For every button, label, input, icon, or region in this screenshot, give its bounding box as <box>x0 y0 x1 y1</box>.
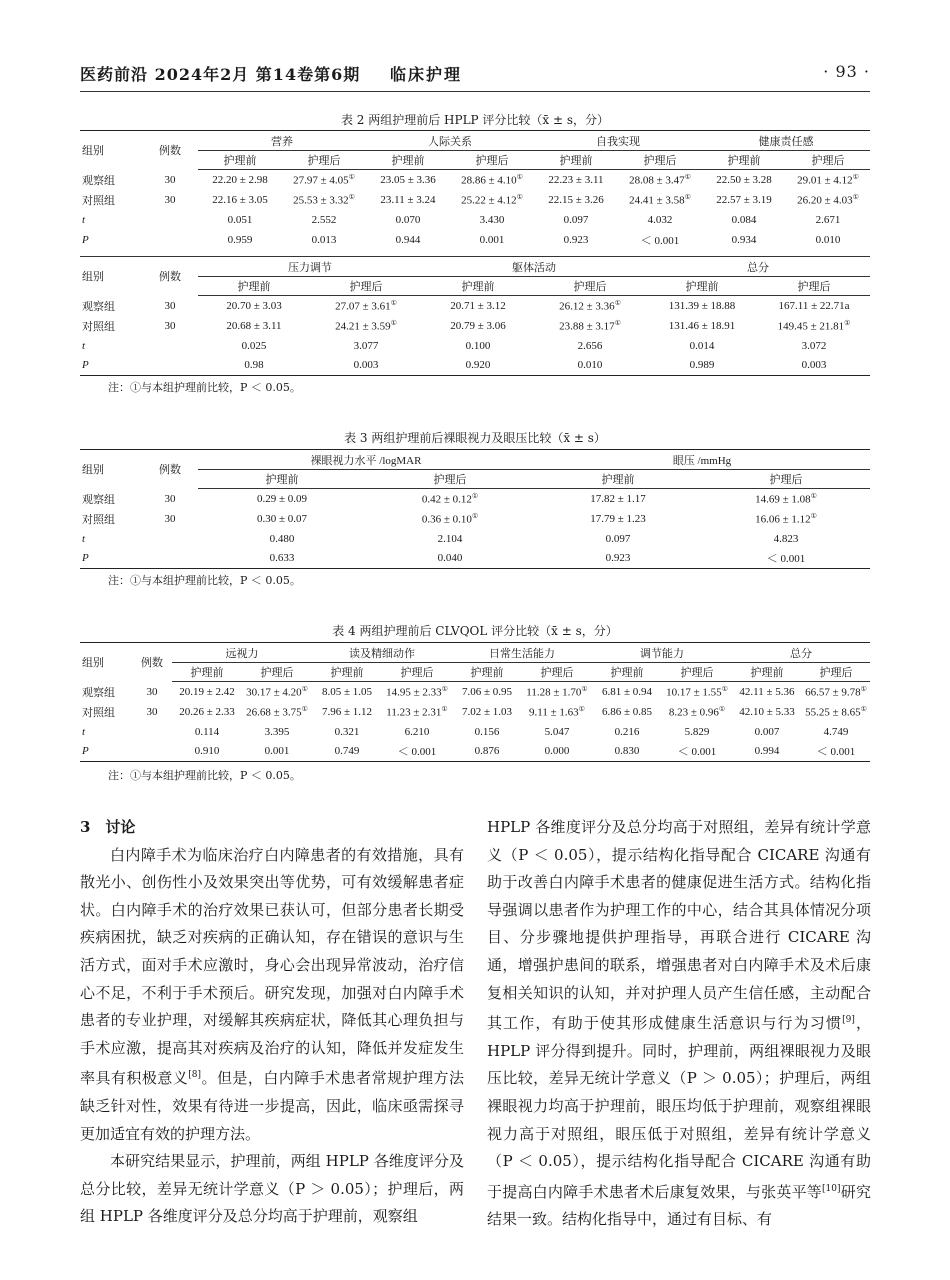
table-cell: 7.02 ± 1.03 <box>461 705 513 718</box>
row-label: 观察组 <box>82 493 115 506</box>
table-cell: 0.923 <box>605 552 631 565</box>
sub-header-after: 护理后 <box>662 663 732 682</box>
table-cell: 4.032 <box>647 213 673 226</box>
table-cell: 3.077 <box>353 339 379 352</box>
table-cell: 24.41 ± 3.58① <box>629 192 691 207</box>
citation: [8] <box>188 1070 202 1081</box>
table-cell: 0.070 <box>395 213 421 226</box>
significance-mark: ① <box>614 318 621 327</box>
left-column <box>80 814 464 1231</box>
row-label: P <box>82 233 89 246</box>
significance-mark: ① <box>301 704 308 713</box>
table-cell: 0.36 ± 0.10① <box>421 511 479 526</box>
table-cell: 0.097 <box>605 532 631 545</box>
table2-part1 <box>80 130 870 250</box>
table-cell: 2.104 <box>437 532 463 545</box>
table-cell: 0.934 <box>731 233 757 246</box>
sub-header-before: 护理前 <box>366 151 450 170</box>
count-cell <box>132 742 172 762</box>
section-title: 临床护理 <box>390 65 463 84</box>
table-cell: 22.23 ± 3.11 <box>548 173 604 186</box>
table2-group-header: 组别 <box>80 257 142 296</box>
count-cell <box>142 230 198 250</box>
table-cell: 7.96 ± 1.12 <box>321 705 373 718</box>
significance-mark: ① <box>578 704 585 713</box>
table-cell: 20.68 ± 3.11 <box>226 319 282 332</box>
table-cell: 6.86 ± 0.85 <box>601 705 653 718</box>
table-cell: 0.051 <box>227 213 253 226</box>
table3-note: 注：①与本组护理前比较，P ＜ 0.05。 <box>108 574 301 587</box>
significance-mark: ① <box>721 684 728 693</box>
table-cell: 20.26 ± 2.33 <box>179 705 235 718</box>
table-cell: 22.15 ± 3.26 <box>548 193 604 206</box>
table-cell: 4.749 <box>823 725 849 738</box>
row-label: P <box>82 552 89 565</box>
table4-body <box>80 682 870 762</box>
table-cell: 7.06 ± 0.95 <box>461 685 513 698</box>
journal-title: 医药前沿 2024年2月 第14卷第6期 <box>80 65 361 84</box>
table-cell: 42.11 ± 5.36 <box>739 685 795 698</box>
sub-header-before: 护理前 <box>198 151 282 170</box>
table-cell: 17.79 ± 1.23 <box>590 512 646 525</box>
table-row <box>80 316 870 336</box>
significance-mark: ① <box>810 491 817 500</box>
table-cell: 0.100 <box>465 339 491 352</box>
significance-mark: ① <box>471 511 479 520</box>
table-cell: 0.001 <box>264 745 290 758</box>
table-cell: 23.88 ± 3.17① <box>559 318 621 333</box>
count-cell: 30 <box>164 193 176 206</box>
significance-mark: ① <box>516 172 523 181</box>
table-row <box>80 356 870 376</box>
table-cell: 0.876 <box>474 745 500 758</box>
paragraph-text: HPLP 各维度评分及总分均高于对照组，差异有统计学意义（P ＜ 0.05），提示结构化指导配合 CICARE 沟通有助于改善白内障手术患者的健康促进生活方式。结构化指导强调以患者作为护理工作的中心，结合其具体情况分项目、分步骤地提供护理指导，再联合进行 CICARE 沟通，增强护患间的联系，增强患者对白内障手术及术后康复相关知识的认知，并对护理人员产生信任感，主动配合其工作，有助于使其形成健康生活意识与行为习惯 <box>487 818 871 1033</box>
table3-group-header: 组别 <box>82 464 104 477</box>
table-row <box>80 190 870 210</box>
sub-header-after: 护理后 <box>786 151 870 170</box>
significance-mark: ① <box>810 511 817 520</box>
table-row <box>80 702 870 722</box>
table2-dim-header: 人际关系 <box>366 131 534 151</box>
table-cell: 0.480 <box>269 532 295 545</box>
table2-dim-header: 总分 <box>646 257 870 277</box>
sub-header-after: 护理后 <box>310 277 422 296</box>
table-cell: ＜ 0.001 <box>816 746 856 759</box>
table-cell: 0.910 <box>194 745 220 758</box>
table2-count-header: 例数 <box>159 145 181 158</box>
significance-mark: ① <box>348 172 355 181</box>
table-cell: 0.42 ± 0.12① <box>421 491 479 506</box>
table-cell: ＜ 0.001 <box>640 234 680 247</box>
sub-header-after: 护理后 <box>758 277 870 296</box>
table-cell: 0.013 <box>311 233 337 246</box>
table4 <box>80 642 870 762</box>
count-cell: 30 <box>164 319 176 332</box>
table-cell: 2.671 <box>815 213 841 226</box>
sub-header-after: 护理后 <box>450 151 534 170</box>
row-label: 观察组 <box>82 300 115 313</box>
table-cell: 25.53 ± 3.32① <box>293 192 355 207</box>
table-cell: 8.23 ± 0.96① <box>668 704 726 719</box>
table-cell: 3.072 <box>801 339 827 352</box>
table2-part2-body <box>80 296 870 376</box>
sub-header-after: 护理后 <box>522 663 592 682</box>
table4-note: 注：①与本组护理前比较，P ＜ 0.05。 <box>108 769 301 782</box>
count-cell: 30 <box>164 173 176 186</box>
paragraph: 本研究结果显示，护理前，两组 HPLP 各维度评分及总分比较，差异无统计学意义（P ＞ 0.05）；护理后，两组 HPLP 各维度评分及总分均高于护理前，观察组 <box>80 1152 464 1226</box>
table-cell: 0.994 <box>754 745 780 758</box>
table-cell: 0.633 <box>269 552 295 565</box>
table-cell: 0.014 <box>689 339 715 352</box>
section-heading: 3 讨论 <box>80 818 136 836</box>
significance-mark: ① <box>844 318 851 327</box>
table-cell: 0.749 <box>334 745 360 758</box>
sub-header-before: 护理前 <box>312 663 382 682</box>
table-cell: 0.114 <box>194 725 220 738</box>
table4-dim-header: 远视力 <box>172 643 312 663</box>
paragraph-text: ，HPLP 评分得到提升。同时，护理前，两组裸眼视力及眼压比较，差异无统计学意义（P ＞ 0.05）；护理后，两组裸眼视力均高于护理前，眼压均低于护理前，观察组裸眼视力高于对照组，眼压低于对照组，差异有统计学意义（P ＜ 0.05），提示结构化指导配合 CICARE 沟通有助于提高白内障手术患者术后康复效果，与张英平等 <box>487 1014 871 1201</box>
table-cell: 0.29 ± 0.09 <box>256 492 308 505</box>
significance-mark: ① <box>390 318 397 327</box>
table-cell: 22.16 ± 3.05 <box>212 193 268 206</box>
table-cell: 0.000 <box>544 745 570 758</box>
table-cell: 0.98 <box>244 359 264 372</box>
significance-mark: ① <box>301 684 308 693</box>
table-cell: 0.007 <box>754 725 780 738</box>
table-cell: 26.68 ± 3.75① <box>246 704 308 719</box>
paragraph-text: 白内障手术为临床治疗白内障患者的有效措施，具有散光小、创伤性小及效果突出等优势，可有效缓解患者症状。白内障手术的治疗效果已获认可，但部分患者长期受疾病困扰，缺乏对疾病的正确认知，存在错误的意识与生活方式，面对手术应激时，身心会出现异常波动，治疗信心不足，不利于手术预后。研究发现，加强对白内障手术患者的专业护理，对缓解其疾病症状，降低其心理负担与手术应激，提高其对疾病及治疗的认知，降低并发症发生率具有积极意义 <box>80 845 464 1088</box>
table-cell: 167.11 ± 22.71a <box>778 299 850 312</box>
sub-header-after: 护理后 <box>802 663 870 682</box>
table3 <box>80 449 870 569</box>
table-row <box>80 549 870 569</box>
row-label: t <box>82 213 86 226</box>
count-cell: 30 <box>146 685 158 698</box>
table-cell: 0.923 <box>563 233 589 246</box>
table2-count-header: 例数 <box>142 257 198 296</box>
significance-mark: ① <box>852 192 859 201</box>
table3-dim-header: 眼压 /mmHg <box>534 450 870 470</box>
table-row <box>80 336 870 356</box>
table-cell: 0.084 <box>731 213 757 226</box>
table-cell: 3.430 <box>479 213 505 226</box>
table-row <box>80 296 870 316</box>
table4-dim-header: 调节能力 <box>592 643 732 663</box>
page-number: · 93 · <box>823 62 870 81</box>
table-cell: 0.025 <box>241 339 267 352</box>
sub-header-before: 护理前 <box>732 663 802 682</box>
sub-header-before: 护理前 <box>452 663 522 682</box>
table-cell: 0.321 <box>334 725 360 738</box>
count-cell: 30 <box>146 705 158 718</box>
table-cell: 0.156 <box>474 725 500 738</box>
significance-mark: ① <box>441 704 448 713</box>
table-cell: 2.656 <box>577 339 603 352</box>
count-cell <box>142 336 198 356</box>
table4-dim-header: 读及精细动作 <box>312 643 452 663</box>
count-cell <box>132 722 172 742</box>
table-cell: 55.25 ± 8.65① <box>805 704 867 719</box>
sub-header-before: 护理前 <box>172 663 242 682</box>
table-cell: 3.395 <box>264 725 290 738</box>
table-row <box>80 230 870 250</box>
table-cell: 29.01 ± 4.12① <box>797 172 859 187</box>
paragraph-text: 。但是，白内障手术患者常规护理方法缺乏针对性，效果有待进一步提高，因此，临床亟需探寻更加适宜有效的护理方法。 <box>80 1069 464 1143</box>
table2-dim-header: 营养 <box>198 131 366 151</box>
table-row <box>80 509 870 529</box>
paragraph-text: 研究结果一致。结构化指导中，通过有目标、有 <box>487 1182 871 1229</box>
table4-group-header: 组别 <box>82 657 104 670</box>
right-column <box>487 814 871 1234</box>
table-cell: 14.69 ± 1.08① <box>755 491 817 506</box>
table-cell: 22.57 ± 3.19 <box>716 193 772 206</box>
table-cell: 0.010 <box>577 359 603 372</box>
significance-mark: ① <box>852 172 859 181</box>
table-cell: 28.86 ± 4.10① <box>461 172 523 187</box>
row-label: P <box>82 359 89 372</box>
table4-caption: 表 4 两组护理前后 CLVQOL 评分比较（x̄ ± s，分） <box>332 624 618 638</box>
row-label: 对照组 <box>82 706 115 719</box>
row-label: t <box>82 339 86 352</box>
table-cell: 20.79 ± 3.06 <box>450 319 506 332</box>
row-label: t <box>82 725 86 738</box>
count-cell <box>142 549 198 569</box>
count-cell: 30 <box>164 512 176 525</box>
count-cell <box>142 210 198 230</box>
table-cell: 131.39 ± 18.88 <box>668 299 736 312</box>
table-cell: 22.50 ± 3.28 <box>716 173 772 186</box>
sub-header-before: 护理前 <box>592 663 662 682</box>
table2-dim-header: 压力调节 <box>198 257 422 277</box>
table-cell: 0.216 <box>614 725 640 738</box>
table-cell: 0.944 <box>395 233 421 246</box>
significance-mark: ① <box>614 298 621 307</box>
table-row <box>80 170 870 190</box>
significance-mark: ① <box>516 192 523 201</box>
row-label: 观察组 <box>82 686 115 699</box>
sub-header-before: 护理前 <box>198 277 310 296</box>
table-cell: ＜ 0.001 <box>677 746 717 759</box>
table-cell: 2.552 <box>311 213 337 226</box>
table-row <box>80 722 870 742</box>
table-row <box>80 210 870 230</box>
sub-header-before: 护理前 <box>534 470 702 489</box>
table-cell: 0.920 <box>465 359 491 372</box>
table-cell: 26.20 ± 4.03① <box>797 192 859 207</box>
sub-header-before: 护理前 <box>702 151 786 170</box>
table2-note: 注：①与本组护理前比较，P ＜ 0.05。 <box>108 381 301 394</box>
running-header <box>80 62 870 86</box>
table2-dim-header: 自我实现 <box>534 131 702 151</box>
sub-header-after: 护理后 <box>282 151 366 170</box>
table-cell: 66.57 ± 9.78① <box>805 684 867 699</box>
table4-count-header: 例数 <box>141 657 163 670</box>
table-cell: 14.95 ± 2.33① <box>386 684 448 699</box>
table-cell: 149.45 ± 21.81① <box>777 318 851 333</box>
table-cell: 11.23 ± 2.31① <box>386 704 448 719</box>
table-cell: 0.830 <box>614 745 640 758</box>
row-label: t <box>82 532 86 545</box>
table3-body <box>80 489 870 569</box>
sub-header-after: 护理后 <box>382 663 452 682</box>
significance-mark: ① <box>348 192 355 201</box>
table-cell: 27.97 ± 4.05① <box>293 172 355 187</box>
significance-mark: ① <box>581 684 588 693</box>
table2-part1-body <box>80 170 870 250</box>
table-cell: 0.097 <box>563 213 589 226</box>
row-label: 观察组 <box>82 174 115 187</box>
sub-header-after: 护理后 <box>618 151 702 170</box>
table-cell: 5.829 <box>684 725 710 738</box>
table3-count-header: 例数 <box>159 464 181 477</box>
table-cell: ＜ 0.001 <box>397 746 437 759</box>
sub-header-after: 护理后 <box>534 277 646 296</box>
table-cell: 22.20 ± 2.98 <box>212 173 268 186</box>
table2-group-header: 组别 <box>82 145 104 158</box>
table-cell: 26.12 ± 3.36① <box>559 298 621 313</box>
significance-mark: ① <box>441 684 448 693</box>
table-cell: 20.71 ± 3.12 <box>450 299 506 312</box>
table-cell: 9.11 ± 1.63① <box>529 704 585 719</box>
table-cell: 17.82 ± 1.17 <box>590 492 646 505</box>
count-cell: 30 <box>164 492 176 505</box>
table2-caption: 表 2 两组护理前后 HPLP 评分比较（x̄ ± s，分） <box>340 113 610 127</box>
table-cell: 0.040 <box>437 552 463 565</box>
table-cell: ＜ 0.001 <box>766 553 806 566</box>
sub-header-before: 护理前 <box>534 151 618 170</box>
table-cell: 25.22 ± 4.12① <box>461 192 523 207</box>
significance-mark: ① <box>684 192 691 201</box>
significance-mark: ① <box>684 172 691 181</box>
significance-mark: ① <box>860 684 867 693</box>
table-cell: 0.001 <box>479 233 505 246</box>
table-cell: 30.17 ± 4.20① <box>246 684 308 699</box>
table-row <box>80 489 870 509</box>
table4-dim-header: 总分 <box>732 643 870 663</box>
table-cell: 6.210 <box>404 725 430 738</box>
row-label: 对照组 <box>82 194 115 207</box>
table-cell: 0.30 ± 0.07 <box>256 512 308 525</box>
row-label: P <box>82 745 89 758</box>
table-cell: 23.05 ± 3.36 <box>380 173 436 186</box>
significance-mark: ① <box>718 704 726 713</box>
table-cell: 0.989 <box>689 359 715 372</box>
table-cell: 16.06 ± 1.12① <box>755 511 817 526</box>
table-cell: 4.823 <box>773 532 799 545</box>
table-cell: 24.21 ± 3.59① <box>335 318 397 333</box>
table-row <box>80 529 870 549</box>
sub-header-after: 护理后 <box>242 663 312 682</box>
sub-header-before: 护理前 <box>646 277 758 296</box>
table-cell: 0.003 <box>801 359 827 372</box>
paragraph <box>487 814 871 1234</box>
count-cell <box>142 529 198 549</box>
table-cell: 131.46 ± 18.91 <box>668 319 736 332</box>
table-cell: 42.10 ± 5.33 <box>739 705 795 718</box>
table-row <box>80 682 870 702</box>
table-cell: 23.11 ± 3.24 <box>380 193 436 206</box>
table-cell: 5.047 <box>544 725 570 738</box>
significance-mark: ① <box>390 298 397 307</box>
sub-header-before: 护理前 <box>422 277 534 296</box>
paragraph <box>80 842 464 1149</box>
table2-dim-header: 健康责任感 <box>702 131 870 151</box>
table-cell: 6.81 ± 0.94 <box>601 685 653 698</box>
table-cell: 8.05 ± 1.05 <box>321 685 373 698</box>
count-cell: 30 <box>164 299 176 312</box>
table-cell: 20.70 ± 3.03 <box>226 299 282 312</box>
table2-part2 <box>80 256 870 376</box>
table3-dim-header: 裸眼视力水平 /logMAR <box>198 450 534 470</box>
table-cell: 20.19 ± 2.42 <box>179 685 235 698</box>
table3-caption: 表 3 两组护理前后裸眼视力及眼压比较（x̄ ± s） <box>344 431 606 445</box>
significance-mark: ① <box>860 704 867 713</box>
table-cell: 0.010 <box>815 233 841 246</box>
table-cell: 10.17 ± 1.55① <box>666 684 728 699</box>
table4-dim-header: 日常生活能力 <box>452 643 592 663</box>
row-label: 对照组 <box>82 320 115 333</box>
header-rule <box>80 91 870 92</box>
table-cell: 28.08 ± 3.47① <box>629 172 691 187</box>
table-cell: 27.07 ± 3.61① <box>335 298 397 313</box>
sub-header-after: 护理后 <box>702 470 870 489</box>
table2-dim-header: 躯体活动 <box>422 257 646 277</box>
table-row <box>80 742 870 762</box>
count-cell <box>142 356 198 376</box>
sub-header-before: 护理前 <box>198 470 366 489</box>
table-cell: 11.28 ± 1.70① <box>526 684 588 699</box>
table-cell: 0.959 <box>227 233 253 246</box>
row-label: 对照组 <box>82 513 115 526</box>
citation: [10] <box>822 1183 841 1194</box>
table-cell: 0.003 <box>353 359 379 372</box>
citation: [9] <box>842 1015 855 1026</box>
sub-header-after: 护理后 <box>366 470 534 489</box>
significance-mark: ① <box>471 491 479 500</box>
